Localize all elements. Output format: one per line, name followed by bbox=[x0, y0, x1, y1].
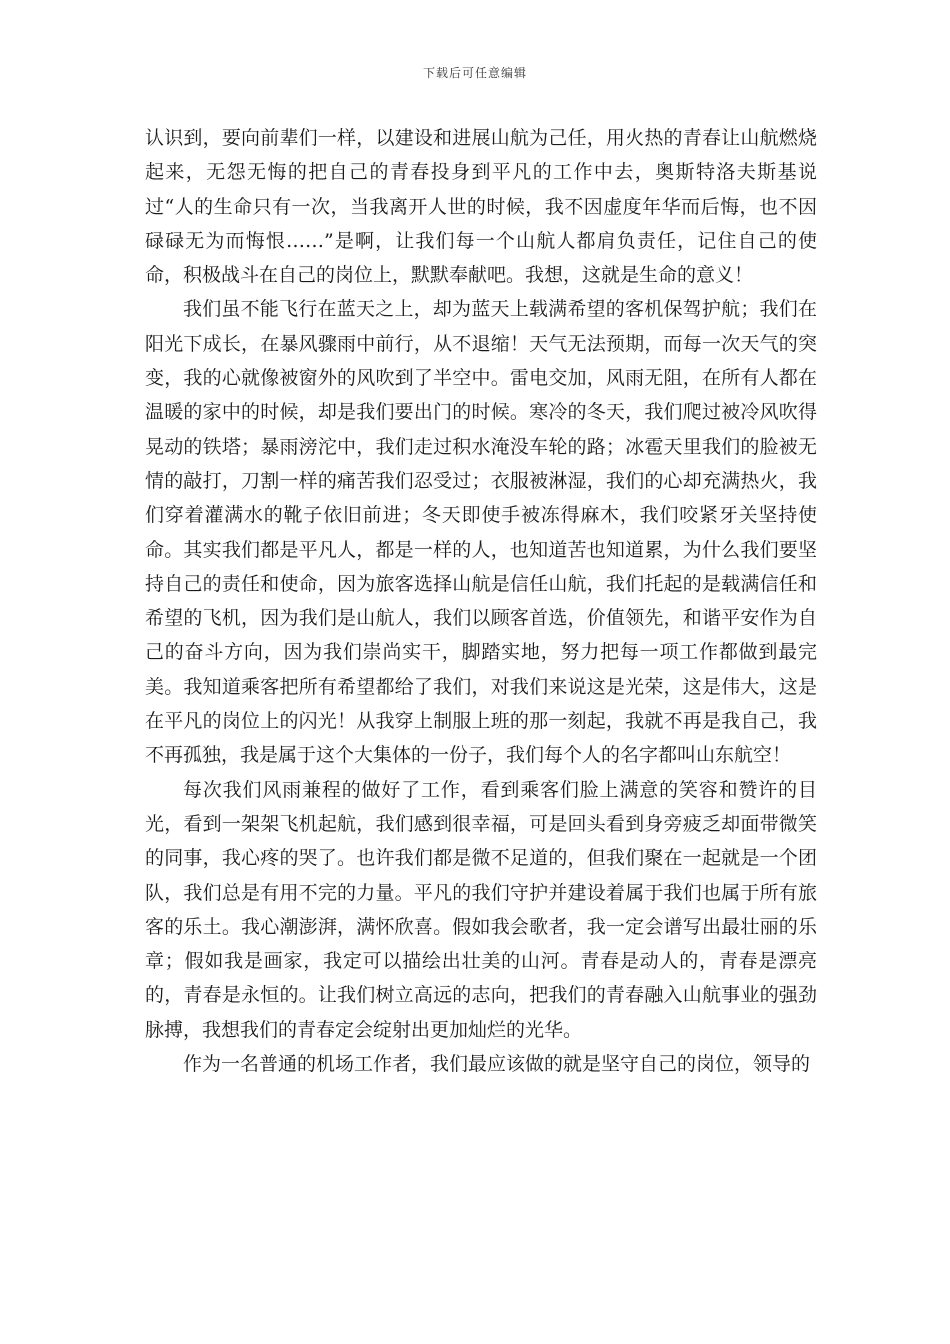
page-header: 下载后可任意编辑 bbox=[422, 66, 527, 80]
paragraph-3: 每次我们风雨兼程的做好了工作，看到乘客们脸上满意的笑容和赞许的目光，看到一架架飞机起航，我们感到很幸福，可是回头看到身旁疲乏却面带微笑的同事，我心疼的哭了。也许我们都是微不足道的，但我们聚在一起就是一个团队，我们总是有用不完的力量。平凡的我们守护并建设着属于我们也属于所有旅客的乐土。我心潮澎湃，满怀欣喜。假如我会歌者，我一定会谱写出最壮丽的乐章；假如我是画家，我定可以描绘出壮美的山河。青春是动人的，青春是漂亮的，青春是永恒的。让我们树立高远的志向，把我们的青春融入山航事业的强劲脉搏，我想我们的青春定会绽射出更加灿烂的光华。 bbox=[145, 778, 817, 1041]
paragraph-1: 认识到，要向前辈们一样，以建设和进展山航为己任，用火热的青春让山航燃烧起来，无怨无悔的把自己的青春投身到平凡的工作中去，奥斯特洛夫斯基说过“人的生命只有一次，当我离开人世的时候，我不因虚度年华而后悔，也不因碌碌无为而悔恨……”是啊，让我们每一个山航人都肩负责任，记住自己的使命，积极战斗在自己的岗位上，默默奉献吧。我想，这就是生命的意义！ bbox=[145, 127, 817, 287]
document-body bbox=[145, 121, 817, 1081]
paragraph-4: 作为一名普通的机场工作者，我们最应该做的就是坚守自己的岗位，领导的 bbox=[183, 1053, 811, 1076]
paragraph-2: 我们虽不能飞行在蓝天之上，却为蓝天上载满希望的客机保驾护航；我们在阳光下成长，在暴风骤雨中前行，从不退缩！天气无法预期，而每一次天气的突变，我的心就像被窗外的风吹到了半空中。雷电交加，风雨无阻，在所有人都在温暖的家中的时候，却是我们要出门的时候。寒冷的冬天，我们爬过被冷风吹得晃动的铁塔；暴雨滂沱中，我们走过积水淹没车轮的路；冰雹天里我们的脸被无情的敲打，刀割一样的痛苦我们忍受过；衣服被淋湿，我们的心却充满热火，我们穿着灌满水的靴子依旧前进；冬天即使手被冻得麻木，我们咬紧牙关坚持使命。其实我们都是平凡人，都是一样的人，也知道苦也知道累，为什么我们要坚持自己的责任和使命，因为旅客选择山航是信任山航，我们托起的是载满信任和希望的飞机，因为我们是山航人，我们以顾客首选，价值领先，和谐平安作为自己的奋斗方向，因为我们崇尚实干，脚踏实地，努力把每一项工作都做到最完美。我知道乘客把所有希望都给了我们，对我们来说这是光荣，这是伟大，这是在平凡的岗位上的闪光！从我穿上制服上班的那一刻起，我就不再是我自己，我不再孤独，我是属于这个大集体的一份子，我们每个人的名字都叫山东航空！ bbox=[145, 298, 817, 767]
